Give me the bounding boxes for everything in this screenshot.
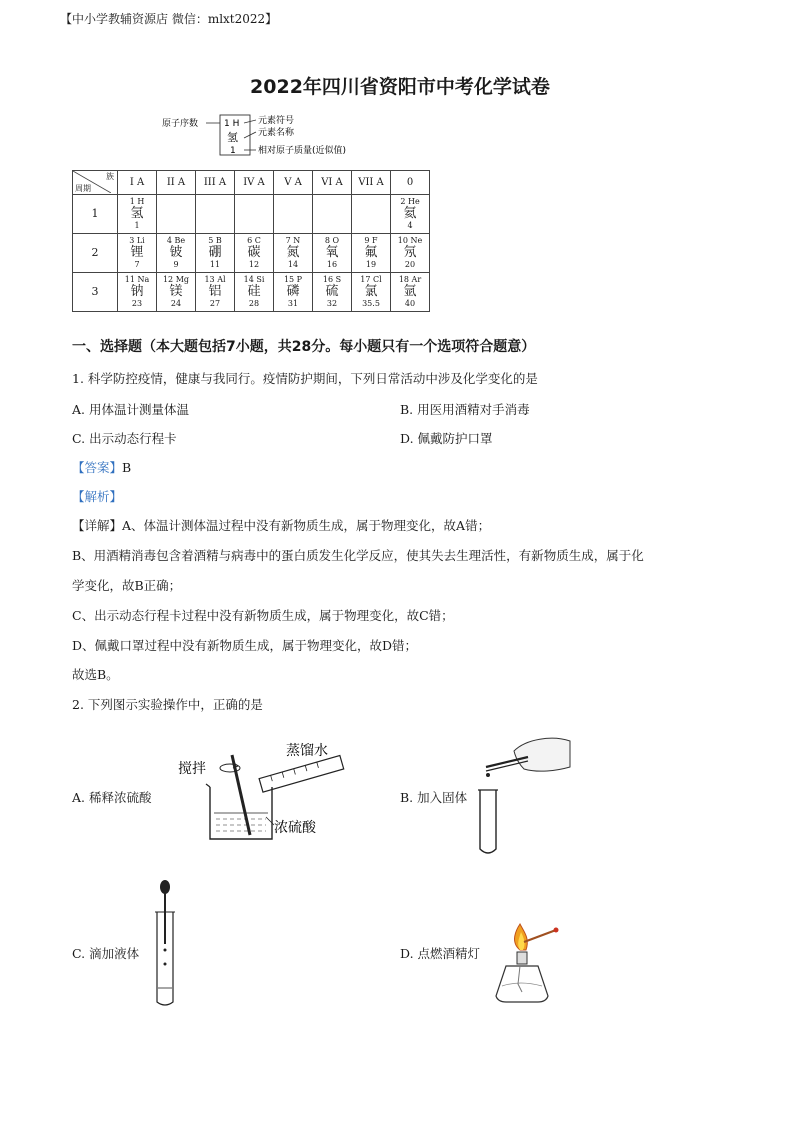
figure-add-solid bbox=[466, 735, 576, 860]
element-name: 氧 bbox=[325, 244, 339, 260]
q1-answer-line bbox=[72, 458, 131, 476]
element-num: 3 Li bbox=[129, 236, 145, 246]
element-mass: 32 bbox=[326, 299, 338, 309]
element-legend-diagram bbox=[158, 112, 378, 164]
detail-b-line2: 学变化，故B正确； bbox=[72, 578, 182, 593]
element-mass: 23 bbox=[131, 299, 143, 309]
page-title: 2022年四川省资阳市中考化学试卷 bbox=[250, 76, 550, 98]
detail-c: C、出示动态行程卡过程中没有新物质生成，属于物理变化，故C错； bbox=[72, 608, 454, 623]
detail-d: D、佩戴口罩过程中没有新物质生成，属于物理变化，故D错； bbox=[72, 638, 418, 653]
fig-a-acid-label: 浓硫酸 bbox=[274, 820, 316, 836]
element-name: 镁 bbox=[169, 283, 183, 299]
q1-option-b: B. 用医用酒精对手消毒 bbox=[400, 402, 530, 417]
element-num: 18 Ar bbox=[398, 275, 422, 285]
element-mass: 14 bbox=[287, 260, 299, 270]
element-cell bbox=[391, 234, 430, 273]
period-number: 2 bbox=[73, 234, 118, 273]
element-name: 铍 bbox=[169, 244, 183, 260]
element-name: 铝 bbox=[208, 283, 222, 299]
element-mass: 9 bbox=[173, 260, 179, 270]
element-mass: 20 bbox=[404, 260, 416, 270]
figure-dilute-acid bbox=[168, 735, 358, 845]
legend-atomic-number-label: 原子序数 bbox=[162, 119, 199, 129]
analysis-tag: 【解析】 bbox=[72, 489, 123, 504]
element-name: 硫 bbox=[325, 283, 339, 299]
element-name: 氢 bbox=[130, 205, 144, 221]
element-cell bbox=[118, 234, 157, 273]
element-cell bbox=[313, 273, 352, 312]
q1-detail-a-line bbox=[72, 516, 490, 534]
element-cell bbox=[235, 234, 274, 273]
legend-name-label: 元素名称 bbox=[258, 128, 295, 138]
q2-option-a: A. 稀释浓硫酸 bbox=[72, 790, 152, 805]
q1-option-d: D. 佩戴防护口罩 bbox=[400, 431, 493, 446]
element-name: 氖 bbox=[403, 244, 417, 260]
q2-option-b: B. 加入固体 bbox=[400, 790, 468, 805]
element-num: 4 Be bbox=[166, 236, 186, 246]
group-header: 0 bbox=[391, 171, 430, 195]
element-cell bbox=[391, 195, 430, 234]
element-cell bbox=[118, 195, 157, 234]
element-cell bbox=[196, 195, 235, 234]
figure-drop-liquid bbox=[152, 878, 186, 1008]
element-num: 10 Ne bbox=[397, 236, 423, 246]
element-num: 14 Si bbox=[243, 275, 265, 285]
element-cell bbox=[352, 195, 391, 234]
element-cell bbox=[196, 273, 235, 312]
corner-group-label: 族 bbox=[106, 172, 114, 181]
element-num: 12 Mg bbox=[162, 275, 190, 285]
element-num: 8 O bbox=[324, 236, 340, 246]
element-mass: 31 bbox=[287, 299, 299, 309]
q2-option-d: D. 点燃酒精灯 bbox=[400, 946, 481, 961]
table-corner-cell bbox=[73, 171, 118, 195]
element-num: 7 N bbox=[285, 236, 301, 246]
element-name: 硼 bbox=[208, 244, 222, 260]
header-note: 【中小学教辅资源店 微信：mlxt2022】 bbox=[60, 12, 278, 26]
element-cell bbox=[196, 234, 235, 273]
element-mass: 16 bbox=[326, 260, 338, 270]
element-cell bbox=[274, 234, 313, 273]
element-mass: 27 bbox=[209, 299, 221, 309]
periodic-table-body bbox=[73, 195, 430, 312]
element-mass: 24 bbox=[170, 299, 182, 309]
period-row bbox=[73, 234, 430, 273]
element-mass: 11 bbox=[209, 260, 221, 270]
q1-option-a: A. 用体温计测量体温 bbox=[72, 402, 189, 417]
element-num: 15 P bbox=[283, 275, 303, 285]
legend-sample-name: 氢 bbox=[227, 131, 238, 144]
element-cell bbox=[352, 234, 391, 273]
element-num: 6 C bbox=[247, 236, 261, 246]
section-title: 一、选择题（本大题包括7小题，共28分。每小题只有一个选项符合题意） bbox=[72, 339, 536, 355]
legend-sample-symbol: 1 H bbox=[224, 119, 240, 129]
element-name: 氟 bbox=[364, 244, 378, 260]
group-header: III A bbox=[196, 171, 235, 195]
period-number: 3 bbox=[73, 273, 118, 312]
group-header: I A bbox=[118, 171, 157, 195]
element-mass: 19 bbox=[365, 260, 377, 270]
element-num: 11 Na bbox=[124, 275, 150, 285]
element-name: 氦 bbox=[403, 205, 417, 221]
element-name: 碳 bbox=[247, 244, 261, 260]
q1-stem: 1. 科学防控疫情，健康与我同行。疫情防护期间，下列日常活动中涉及化学变化的是 bbox=[72, 371, 538, 386]
q2-option-c: C. 滴加液体 bbox=[72, 946, 140, 961]
element-mass: 7 bbox=[134, 260, 140, 270]
group-header: V A bbox=[274, 171, 313, 195]
detail-b-line1: B、用酒精消毒包含着酒精与病毒中的蛋白质发生化学反应，使其失去生理活性，有新物质生成，属于化 bbox=[72, 548, 644, 563]
element-cell bbox=[235, 273, 274, 312]
element-mass: 40 bbox=[404, 299, 416, 309]
element-cell bbox=[313, 234, 352, 273]
element-num: 16 S bbox=[322, 275, 342, 285]
corner-period-label: 周期 bbox=[75, 183, 91, 193]
element-num: 1 H bbox=[129, 197, 145, 207]
legend-mass-label: 相对原子质量(近似值) bbox=[258, 146, 347, 156]
element-name: 氮 bbox=[286, 244, 300, 260]
element-mass: 1 bbox=[134, 221, 140, 231]
q2-stem: 2. 下列图示实验操作中，正确的是 bbox=[72, 697, 263, 712]
period-number: 1 bbox=[73, 195, 118, 234]
element-name: 氩 bbox=[403, 283, 417, 299]
element-cell bbox=[157, 273, 196, 312]
fig-a-water-label: 蒸馏水 bbox=[286, 743, 328, 759]
legend-symbol-label: 元素符号 bbox=[258, 116, 295, 126]
table-header-row bbox=[73, 171, 430, 195]
periodic-table bbox=[72, 170, 430, 312]
element-cell bbox=[235, 195, 274, 234]
group-header: VII A bbox=[352, 171, 391, 195]
element-cell bbox=[274, 273, 313, 312]
element-cell bbox=[352, 273, 391, 312]
element-cell bbox=[313, 195, 352, 234]
detail-tag: 【详解】 bbox=[72, 518, 123, 533]
element-name: 磷 bbox=[286, 283, 300, 299]
element-name: 硅 bbox=[247, 283, 261, 299]
element-cell bbox=[157, 234, 196, 273]
group-header: VI A bbox=[313, 171, 352, 195]
element-num: 17 Cl bbox=[360, 275, 382, 285]
element-cell bbox=[274, 195, 313, 234]
group-header: IV A bbox=[235, 171, 274, 195]
element-mass: 28 bbox=[248, 299, 260, 309]
element-cell bbox=[391, 273, 430, 312]
element-num: 13 Al bbox=[204, 275, 226, 285]
detail-a: A、体温计测体温过程中没有新物质生成，属于物理变化，故A错； bbox=[122, 518, 491, 533]
period-row bbox=[73, 273, 430, 312]
group-header: II A bbox=[157, 171, 196, 195]
element-cell bbox=[118, 273, 157, 312]
element-cell bbox=[157, 195, 196, 234]
element-name: 锂 bbox=[130, 244, 144, 260]
element-mass: 35.5 bbox=[362, 299, 380, 309]
period-row bbox=[73, 195, 430, 234]
element-mass: 4 bbox=[407, 221, 413, 231]
element-name: 氯 bbox=[364, 283, 378, 299]
element-num: 2 He bbox=[400, 197, 420, 207]
element-mass: 12 bbox=[248, 260, 260, 270]
answer-tag: 【答案】 bbox=[72, 460, 123, 475]
element-num: 9 F bbox=[364, 236, 378, 246]
figure-light-lamp bbox=[490, 920, 570, 1010]
answer-value: B bbox=[122, 460, 132, 475]
legend-sample-mass: 1 bbox=[230, 146, 236, 156]
element-name: 钠 bbox=[130, 283, 144, 299]
q1-option-c: C. 出示动态行程卡 bbox=[72, 431, 177, 446]
element-num: 5 B bbox=[208, 236, 222, 246]
conclusion: 故选B。 bbox=[72, 667, 119, 682]
fig-a-stir-label: 搅拌 bbox=[178, 761, 206, 777]
